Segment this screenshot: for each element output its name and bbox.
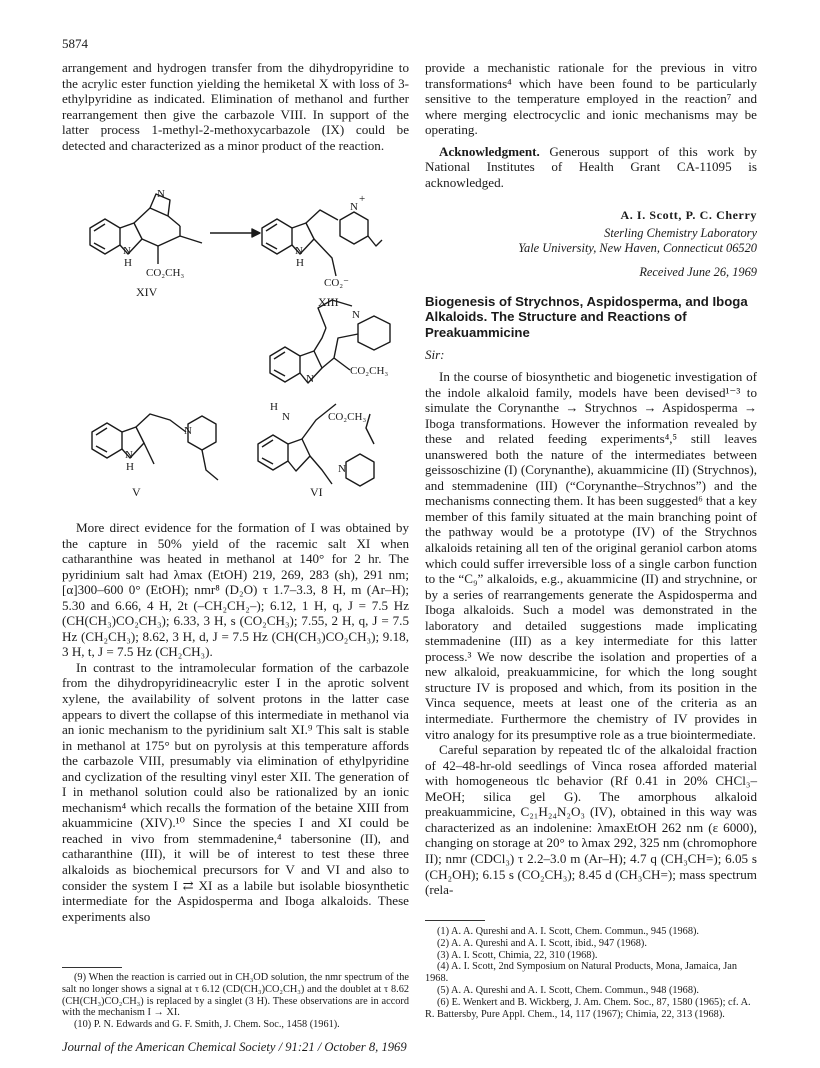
- left-paragraph-2: In contrast to the intramolecular formation of the carbazole from the dihydropyridineacrylic ester I in the aprotic solvent xylene, the availability of solvent protons in the latter case appears to divert the collapse of this intermediate in methanol via an ionic mechanism to the pyridinium salt XI.⁹ This salt is stable in methanol at 175° but on pyrolysis at this temperature affords the carbazole VIII, presumably via elimination of ethylpyridine and cyclization of the resulting vinyl ester XII. The generation of I in methanol solution could also be rationalized by an ionic mechanism⁴ which recalls the formation of the betaine XIII from akuammicine (XIV).¹⁰ Since the species I and XI could be reached in vivo from stemmadenine,⁴ tabersonine (II), and catharanthine (III), it will be of interest to test these three alkaloids as biochemical precursors for V and VI and also to consider the system I ⇄ XI as a labile but isolable biosynthetic intermediate for the Aspidosperma and Iboga alkaloids. These experiments also: [62, 659, 409, 924]
- structure-xiv: [90, 194, 202, 264]
- label-v: V: [132, 485, 141, 499]
- affiliation: [518, 226, 757, 256]
- article-title: Biogenesis of Strychnos, Aspidosperma, and Iboga Alkaloids. The Structure and Reactions of Preakuammicine: [425, 294, 748, 340]
- atom-n: N: [282, 411, 290, 423]
- substituent-co2ch3: CO₂CH₃: [350, 365, 389, 377]
- atom-h: H: [270, 401, 278, 413]
- right-top-paragraph: [425, 60, 757, 190]
- footnote-3: (3) A. I. Scott, Chimia, 22, 310 (1968).: [437, 949, 598, 961]
- atom-n: N: [352, 309, 360, 321]
- atom-h: H: [126, 461, 134, 473]
- affiliation-line-1: Sterling Chemistry Laboratory: [604, 226, 757, 240]
- atom-n: N: [125, 449, 133, 461]
- right-top-text: provide a mechanistic rationale for the previous in vitro transformations⁴ which have been found to be particularly sensitive to the temperature employed in the reaction⁷ and where merging electrocyclic and ionic mechanisms may be operating.: [425, 60, 757, 138]
- acknowledgment: [425, 144, 757, 191]
- atom-n: N: [306, 373, 314, 385]
- structure-xiii: [262, 210, 382, 276]
- affiliation-line-2: Yale University, New Haven, Connecticut 06520: [518, 241, 757, 255]
- structure-vi: [258, 300, 390, 486]
- left-main-text: [62, 520, 409, 924]
- right-paragraph-1: In the course of biosynthetic and biogenetic investigation of the indole alkaloid family, models have been devised¹⁻³ to simulate the Corynanthe → Strychnos → Aspidosperma → Iboga transformations. However the information revealed by these and related feeding experiments⁴,⁵ still leaves unanswered both the nature of the intermediates between geissoschizine (I) (Corynanthe), akuammicine (II) (Strychnos), and stemmadenine (III) (“Corynanthe–Strychnos”) and the mechanisms connecting them. It has been suggested⁶ that a key member of this family situated at the main branching point of the pathway would be a prototype (IV) of the Strychnos alkaloids retaining all ten of the original geraniol carbon atoms which could suffer irreversible loss of a single carbon function to the “C₉” alkaloids, e.g., akuammicine (II) and strychnine, or by a series of rearrangements generate the Aspidosperma and Iboga alkaloids. Such a model was demonstrated in the laboratory and detailed suggestions made implicating stemmadenine (III) as a key intermediate for this latter process.³ We now describe the isolation and properties of a new alkaloid, preakuammicine, for which the long sought structure IV is proposed and which, from its position in the Vinca sequence, meets at least one of the criteria as an intermediate. Furthermore the chemistry of IV provides in vitro analogy for its presumptive role as a true biointermediate.: [425, 369, 757, 742]
- left-top-text: arrangement and hydrogen transfer from the dihydropyridine to the acrylic ester function yielding the hemiketal X with loss of 3-ethylpyridine as indicated. Elimination of methanol and further rearrangement then give the carbazole VIII. In support of the latter process 1-methyl-2-methoxycarbazole (IX) could be detected and characterized as a minor product of the reaction.: [62, 60, 409, 153]
- atom-n: N: [184, 425, 192, 437]
- authors: A. I. Scott, P. C. Cherry: [620, 208, 757, 222]
- footnote-1: (1) A. A. Qureshi and A. I. Scott, Chem. Commun., 945 (1968).: [437, 926, 699, 937]
- charge-plus: +: [359, 193, 366, 205]
- received-date: Received June 26, 1969: [639, 265, 757, 279]
- footnote-6: (6) E. Wenkert and B. Wickberg, J. Am. Chem. Soc., 87, 1580 (1965); cf. A. R. Battersby, Pure Appl. Chem., 14, 117 (1967); Chimia, 22, 313 (1968).: [425, 996, 751, 1020]
- substituent-co2ch3: CO₂CH₃: [328, 411, 367, 423]
- left-top-paragraph: [62, 60, 409, 153]
- footnote-rule: [425, 920, 485, 921]
- atom-h: H: [124, 257, 132, 269]
- atom-n-plus: N: [350, 201, 358, 213]
- chemical-structures: [70, 188, 410, 500]
- acknowledgment-heading: Acknowledgment.: [439, 143, 540, 159]
- journal-footer: Journal of the American Chemical Society / 91:21 / October 8, 1969: [62, 1040, 407, 1054]
- right-paragraph-2: Careful separation by repeated tlc of the alkaloidal fraction of 42–48-hr-old seedlings of Vinca rosea afforded material with homogeneous tlc behavior (Rf 0.41 in 20% CHCl₃–MeOH; silica gel G). The amorphous alkaloid preakuammicine, C₂₁H₂₄N₂O₃ (IV), obtained in this way was characterized as an indolenine: λmaxEtOH 262 nm (ε 6000), changing on storage at 20° to λmax 292, 325 nm (chromophore II); nmr (CDCl₃) τ 2.2–3.0 m (Ar–H); 4.7 q (CH₃CH=); 6.05 s (CH₂OH); 6.15 s (CO₂CH₃); 8.45 d (CH₃CH=); mass spectrum (rela-: [425, 742, 757, 898]
- atom-n: N: [338, 463, 346, 475]
- label-xiii: XIII: [318, 295, 339, 309]
- atom-n: N: [157, 188, 165, 200]
- substituent-co2ch3: CO₂CH₃: [146, 267, 185, 279]
- footnote-4: (4) A. I. Scott, 2nd Symposium on Natural Products, Mona, Jamaica, Jan 1968.: [425, 961, 738, 985]
- atom-h: H: [296, 257, 304, 269]
- label-vi: VI: [310, 485, 323, 499]
- left-paragraph-1: More direct evidence for the formation of I was obtained by the capture in 50% yield of the racemic salt XI when catharanthine was heated in methanol at 140° for 2 hr. The pyridinium salt had λmax (EtOH) 219, 269, 283 (sh), 291 nm; [α]300–600 0° (EtOH); nmr⁸ (D₂O) τ 1.7–3.3, 8 H, m (Ar–H); 5.30 and 6.66, 4 H, 2t (–CH₂CH₂–); 6.12, 1 H, q, J = 7.5 Hz (CH(CH₃)CO₂CH₃); 6.33, 3 H, s (CO₂CH₃); 7.55, 2 H, q, J = 7.5 Hz (CH₂CH₃); 8.62, 3 H, d, J = 7.5 Hz (CH(CH₃)CO₂CH₃); 9.18, 3 H, t, J = 7.5 Hz (CH₂CH₃).: [62, 520, 409, 660]
- atom-n: N: [295, 245, 303, 257]
- footnote-9: (9) When the reaction is carried out in CH₃OD solution, the nmr spectrum of the salt no longer shows a signal at τ 6.12 (CD(CH₃)CO₂CH₃) and the doublet at τ 8.62 (CH(CH₃)CO₂CH₃) is replaced by a singlet (3 H). These observations are in accord with the mechanism I → XI.: [62, 972, 409, 1019]
- salutation: Sir:: [425, 347, 445, 362]
- structure-v: [92, 414, 218, 480]
- footnote-rule: [62, 967, 122, 968]
- right-footnotes: [425, 926, 757, 1020]
- page-number: 5874: [62, 36, 88, 51]
- substituent-co2-minus: CO₂⁻: [324, 277, 349, 289]
- left-footnotes: [62, 972, 409, 1031]
- right-main-text: [425, 369, 757, 898]
- atom-n: N: [123, 245, 131, 257]
- footnote-10: (10) P. N. Edwards and G. F. Smith, J. Chem. Soc., 1458 (1961).: [74, 1019, 340, 1031]
- acknowledgment-text: Generous support of this work by National Institutes of Health Grant CA-11095 is acknowledged.: [425, 143, 758, 190]
- label-xiv: XIV: [136, 285, 158, 299]
- footnote-5: (5) A. A. Qureshi and A. I. Scott, Chem. Commun., 948 (1968).: [437, 984, 699, 996]
- footnote-2: (2) A. A. Qureshi and A. I. Scott, ibid., 947 (1968).: [437, 937, 647, 949]
